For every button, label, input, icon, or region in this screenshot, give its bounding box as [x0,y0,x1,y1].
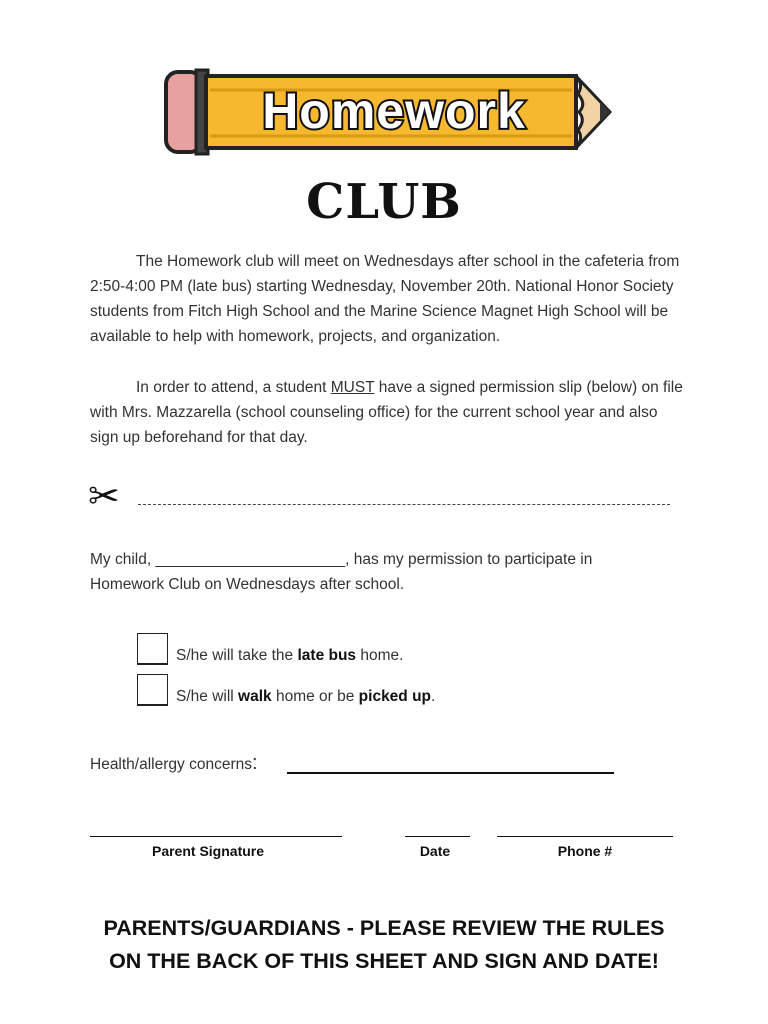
walk-pickup-label: S/he will walk home or be picked up. [176,688,436,705]
parent-signature-line[interactable] [90,836,342,837]
intro-text-2a: In order to attend, a student [136,379,331,396]
walk-pickup-checkbox[interactable] [137,674,168,705]
permission-line-2: Homework Club on Wednesdays after school. [90,576,405,593]
must-emphasis: MUST [330,379,375,396]
health-input-line[interactable] [287,772,614,774]
scissors-icon: ✂ [88,474,120,518]
phone-label: Phone # [557,843,613,859]
intro-text-1: The Homework club will meet on Wednesdays after school in the cafeteria from 2:50-4:00 PM (late bus) starting Wednesday, November 20th. National Honor Society students from Fitch High School and the Marine Science Magnet High School will be available to help with homework, projects, and organization. [90,253,680,345]
permission-line-1: My child, ______________________, has my permission to participate in [90,551,593,568]
phone-line[interactable] [497,836,673,837]
footer-line-2: ON THE BACK OF THIS SHEET AND SIGN AND DATE! [109,949,659,973]
cut-line [88,474,688,518]
homework-pencil-logo [160,64,615,160]
late-bus-label: S/he will take the late bus home. [176,647,404,664]
footer-notice [0,912,768,978]
footer-line-1: PARENTS/GUARDIANS - PLEASE REVIEW THE RULES [103,916,665,940]
page-title: CLUB [306,174,462,230]
late-bus-checkbox[interactable] [137,633,168,664]
dashed-divider [138,504,670,505]
checkbox-underline [137,664,168,665]
intro-paragraph-2 [90,375,690,450]
checkbox-underline [137,705,168,706]
intro-text-2b: have a signed permission slip (below) on file with Mrs. Mazzarella (school counseling office) for the current school year and also sign up beforehand for that day. [90,379,683,446]
date-label: Date [419,843,451,859]
health-label: Health/allergy concerns: [90,752,258,774]
logo-word: Homework [262,83,526,139]
date-line[interactable] [405,836,470,837]
parent-signature-label: Parent Signature [151,843,265,859]
intro-paragraph-1 [90,249,690,349]
